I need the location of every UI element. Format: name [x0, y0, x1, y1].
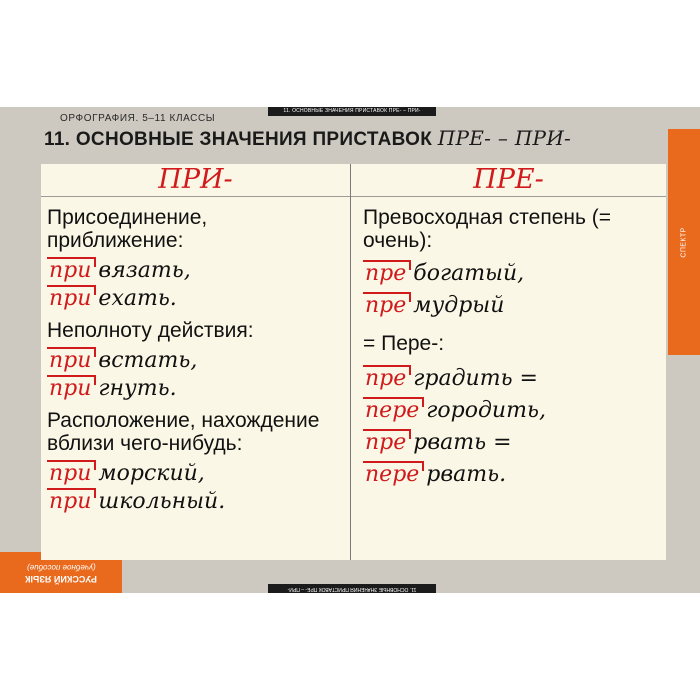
word-rest: градить =: [413, 366, 538, 391]
left-column-heading: ПРИ-: [158, 164, 233, 195]
prefix: пере: [363, 461, 424, 487]
group-text: Расположение, нахождение вблизи чего-нибудь:: [47, 409, 320, 455]
word-rest: гнуть.: [98, 376, 177, 401]
title-main: 11. ОСНОВНЫЕ ЗНАЧЕНИЯ ПРИСТАВОК: [44, 129, 438, 150]
word-rest: встать,: [98, 348, 198, 373]
prefix: при: [47, 375, 96, 401]
bottom-strip: 11. ОСНОВНЫЕ ЗНАЧЕНИЯ ПРИСТАВОК ПРЕ- – ПРИ-: [268, 584, 436, 593]
corner-tab-line2: (учебное пособие): [26, 562, 96, 572]
prefix: при: [47, 460, 96, 486]
publisher-tab-text: СПЕКТР: [680, 226, 688, 258]
word-rest: ехать.: [98, 286, 177, 311]
left-column: [47, 206, 347, 516]
group-text: = Пере-:: [363, 332, 445, 355]
top-strip: 11. ОСНОВНЫЕ ЗНАЧЕНИЯ ПРИСТАВОК ПРЕ- – ПРИ-: [268, 107, 436, 116]
word-rest: мудрый: [413, 293, 505, 318]
word-rest: морский,: [98, 461, 205, 486]
column-divider: [350, 164, 351, 560]
example-word: [363, 397, 658, 425]
right-column: [363, 206, 658, 489]
header-divider: [41, 196, 666, 197]
title-prefixes: ПРЕ- – ПРИ-: [437, 126, 572, 150]
word-rest: рвать =: [413, 430, 512, 455]
word-rest: городить,: [426, 398, 546, 423]
poster: [0, 107, 700, 593]
word-rest: богатый,: [413, 261, 525, 286]
example-word: [47, 347, 347, 375]
word-rest: вязать,: [98, 258, 191, 283]
corner-tab-line1: РУССКИЙ ЯЗЫК: [25, 573, 97, 584]
example-word: [47, 285, 347, 313]
prefix: пре: [363, 260, 411, 286]
group-text: Неполноту действия:: [47, 319, 254, 342]
example-word: [47, 488, 347, 516]
right-column-heading: ПРЕ-: [473, 164, 544, 195]
prefix: пере: [363, 397, 424, 423]
poster-title: [44, 126, 571, 151]
prefix: при: [47, 285, 96, 311]
example-word: [363, 429, 658, 457]
example-word: [47, 257, 347, 285]
poster-subtitle: ОРФОГРАФИЯ. 5–11 КЛАССЫ: [60, 113, 216, 124]
example-word: [47, 375, 347, 403]
example-word: [363, 260, 658, 288]
prefix: пре: [363, 292, 411, 318]
example-word: [363, 292, 658, 320]
prefix: при: [47, 257, 96, 283]
word-rest: школьный.: [98, 489, 226, 514]
publisher-tab: [668, 129, 700, 355]
prefix: пре: [363, 429, 411, 455]
example-word: [363, 461, 658, 489]
group-text: Превосходная степень (= очень):: [363, 206, 612, 252]
content-panel: [41, 164, 666, 560]
prefix: при: [47, 347, 96, 373]
group-text: Присоединение, приближение:: [47, 206, 208, 252]
word-rest: рвать.: [426, 462, 507, 487]
example-word: [363, 365, 658, 393]
prefix: при: [47, 488, 96, 514]
prefix: пре: [363, 365, 411, 391]
example-word: [47, 460, 347, 488]
